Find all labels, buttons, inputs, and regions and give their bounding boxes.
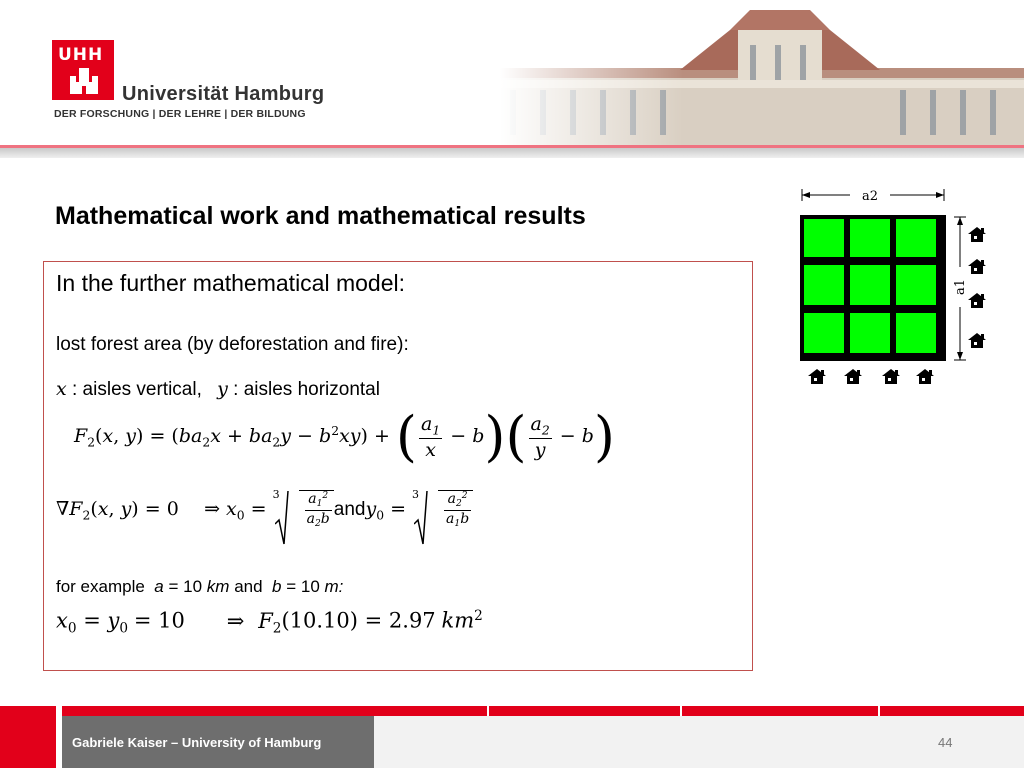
example-b-value: = 10 [286,577,320,596]
cube-root-y0: 3 $\frac{a_2^2}{a_1b}$ [412,490,473,530]
footer-red-block [0,706,56,768]
house-icon [968,333,986,348]
logo-text: UHH [58,45,104,65]
example-a-value: = 10 [168,577,203,596]
footer-rule [0,706,1024,716]
university-logo [52,40,114,100]
result-value: = 10 [133,608,185,633]
result-area: (10.10) = 2.97 [281,608,436,633]
header [0,0,1024,150]
forest-grid-diagram [790,185,1010,395]
cube-root-x0: 3 $\frac{a_1^2}{a_2b}$ [273,490,334,530]
result-formula: $x_0 = y_0 = 10$ ⇒ $F_2(10.10) = 2.97$ $km^2$ [56,608,483,637]
a2-label: a2 [861,189,879,204]
aisles-vertical-label: : aisles vertical, [72,379,202,400]
house-icon [916,369,934,384]
footer-tick [680,706,682,716]
footer-page-panel [374,716,1024,768]
slide-title: Mathematical work and mathematical results [55,202,586,230]
header-shadow-rule [0,148,1024,158]
example-and: and [234,577,263,596]
and-text: and [333,499,366,521]
implies-arrow: ⇒ [226,608,245,633]
footer-author: Gabriele Kaiser – University of Hamburg [72,735,322,750]
university-motto: DER FORSCHUNG | DER LEHRE | DER BILDUNG [54,108,306,120]
objective-formula: $F_2(x$, $y) = (ba_2x + ba_2y - b^2xy)$ + ( $\frac{a_1}{x}$ − b)( $\frac{a_2}{y}$ − b) [74,405,615,468]
content-box [43,261,753,671]
house-icon [968,259,986,274]
forest-plots [804,219,936,353]
castle-icon [70,68,98,94]
result-unit: km [441,608,475,633]
example-a-unit: km [206,577,230,596]
example-a-var: a [154,577,164,596]
var-x: x [56,378,67,400]
intro-text: In the further mathematical model: [56,270,405,296]
page-number: 44 [938,735,953,750]
a1-label: a1 [953,278,968,296]
house-icon [808,369,826,384]
house-icon [882,369,900,384]
house-icon [844,369,862,384]
house-icon [968,293,986,308]
aisles-horizontal-label: : aisles horizontal [233,379,380,400]
example-prefix: for example [56,577,145,596]
gradient-formula: $\nabla F_2(x$, y) = 0 ⇒ $x_0$ = 3 $\frac{a_1^2}{a_2b}$ andy$_0$ = 3 $\frac{a_2^2}{a_1b}$ [56,490,473,530]
example-b-var: b [272,577,282,596]
footer-tick [878,706,880,716]
example-b-unit: m: [324,577,344,596]
university-name: Universität Hamburg [122,83,325,105]
house-icon [968,227,986,242]
footer-tick [487,706,489,716]
lost-area-label: lost forest area (by deforestation and fire): [56,334,409,355]
example-line [56,577,343,597]
aisles-line [56,378,380,401]
main-building-image [500,0,1024,150]
var-y: y [217,378,228,400]
